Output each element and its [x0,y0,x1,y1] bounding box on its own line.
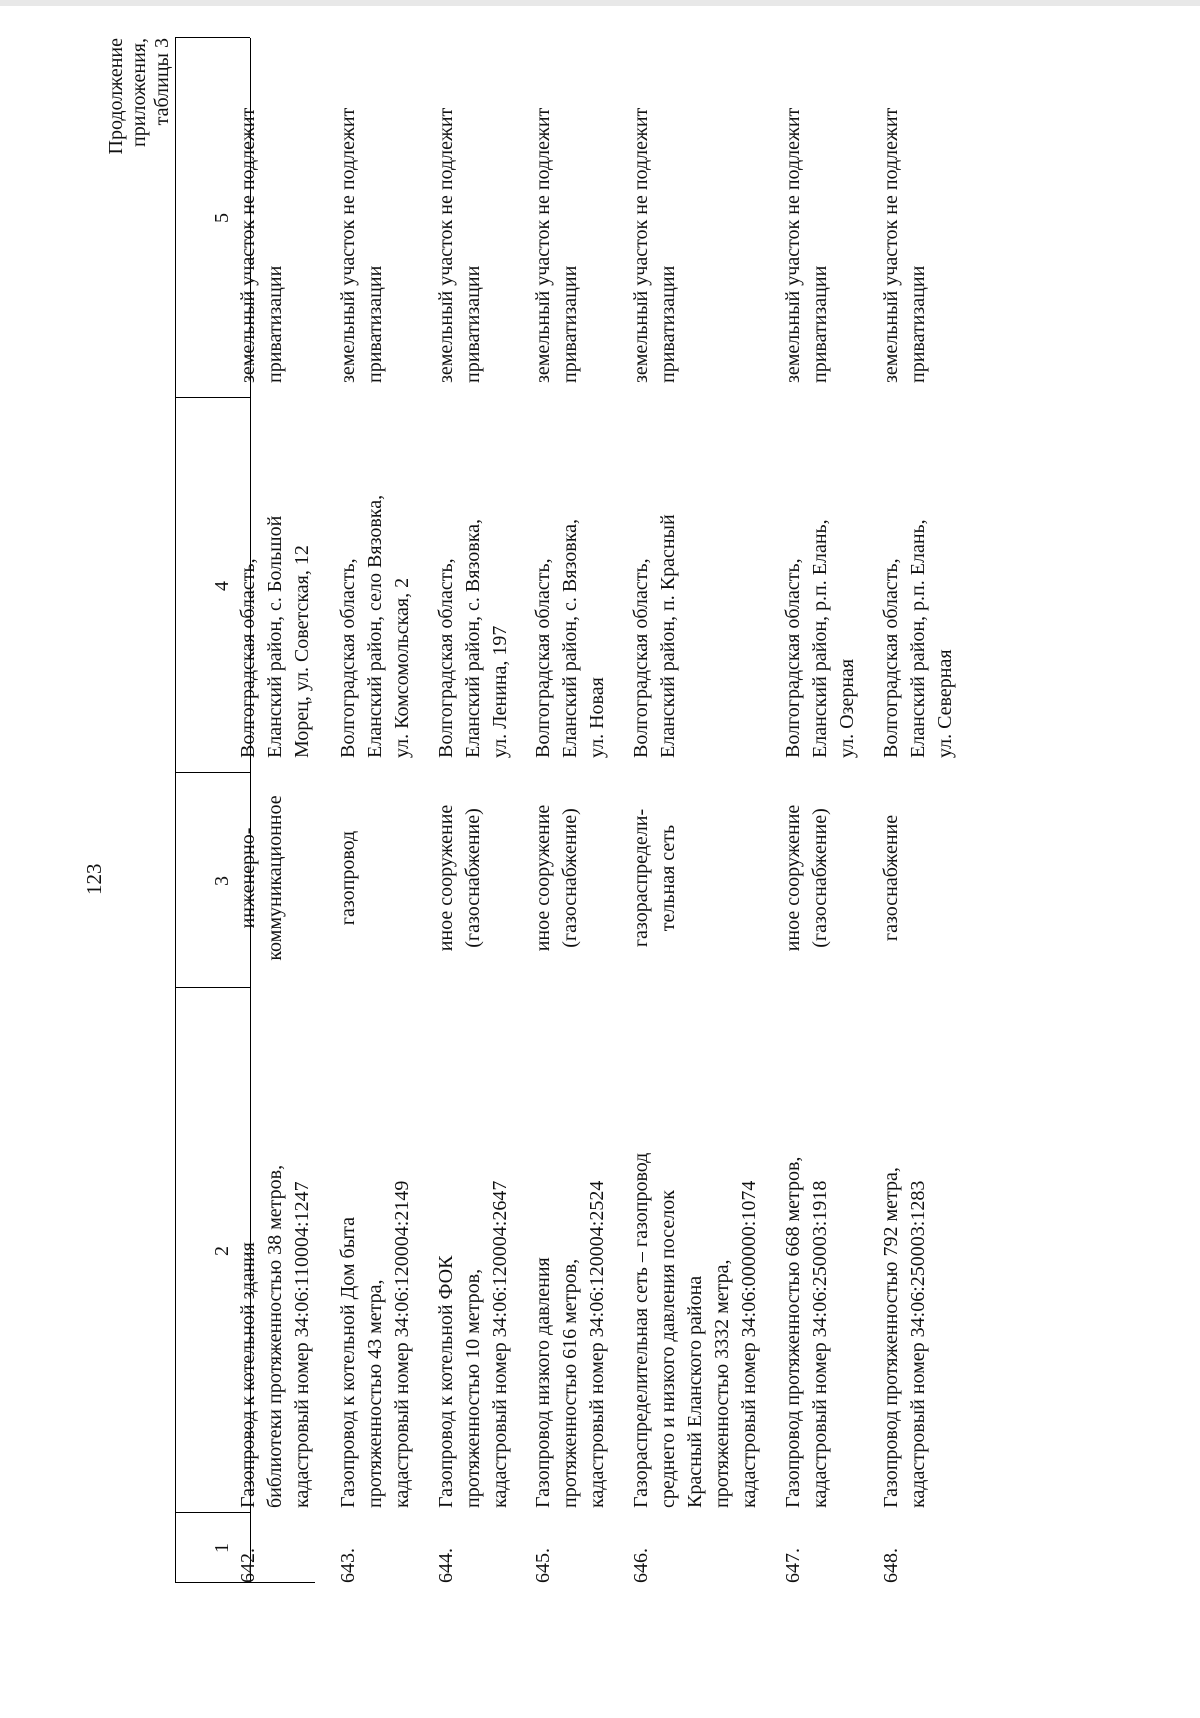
object-type [780,773,834,983]
object-name-line: протяженностью 3332 метра, [711,1259,733,1508]
object-name-line: кадастровый номер 34:06:250003:1918 [809,1180,831,1508]
object-note [433,43,487,383]
object-type-line: иное сооружение [782,804,804,952]
object-address-line: Волгоградская область, [782,558,804,758]
object-name-line: Газопровод к котельной здания [237,1242,259,1508]
object-name-line: Газопровод низкого давления [532,1257,554,1508]
object-note-line: земельный участок не подлежит [630,107,652,383]
object-address [530,413,611,758]
object-address-line: ул. Комсомольская, 2 [391,577,413,758]
object-type-line: газораспредели- [630,808,652,948]
object-address-line: Волгоградская область, [630,558,652,758]
object-note-line: земельный участок не подлежит [880,107,902,383]
object-note [628,43,682,383]
object-type [878,773,905,983]
object-address [780,413,861,758]
object-type-line: иное сооружение [532,804,554,952]
object-name-line: протяженностью 43 метра, [364,1279,386,1508]
object-note-line: приватизации [559,265,581,383]
column-separator [175,37,250,38]
object-name-line: кадастровый номер 34:06:120004:2647 [489,1180,511,1508]
header-col-5: 5 [211,213,233,223]
object-address-line: Еланский район, п. Красный [657,514,679,758]
header-col-1: 1 [211,1543,233,1553]
object-name-line: кадастровый номер 34:06:000000:1074 [738,1180,760,1508]
caption-line: Продолжение приложения, [105,38,150,155]
object-address [628,413,682,758]
object-address-line: Волгоградская область, [880,558,902,758]
table-caption [105,38,174,248]
object-name [433,998,514,1508]
object-type [433,773,487,983]
row-number: 648. [880,1548,902,1583]
object-type-line: иное сооружение [435,804,457,952]
object-note [335,43,389,383]
row-number: 643. [337,1548,359,1583]
object-name-line: Газопровод к котельной Дом быта [337,1216,359,1508]
row-number: 642. [237,1548,259,1583]
object-name-line: кадастровый номер 34:06:120004:2524 [586,1180,608,1508]
object-note-line: земельный участок не подлежит [237,107,259,383]
object-note [780,43,834,383]
caption-line: таблицы 3 [151,38,173,126]
object-address-line: ул. Северная [934,649,956,758]
header-col-2: 2 [211,1246,233,1256]
object-type-line: (газоснабжение) [559,808,581,948]
object-type-line: газопровод [337,830,359,926]
object-address-line: Еланский район, с. Большой [264,515,286,758]
row-number: 647. [782,1548,804,1583]
object-name-line: протяженностью 10 метров, [462,1268,484,1508]
object-type-line: (газоснабжение) [809,808,831,948]
object-address-line: Еланский район, с. Вязовка, [559,519,581,758]
object-type-line: (газоснабжение) [462,808,484,948]
object-address [878,413,959,758]
object-address-line: Волгоградская область, [337,558,359,758]
column-separator [175,987,250,988]
object-address-line: Волгоградская область, [435,558,457,758]
object-address-line: ул. Ленина, 197 [489,625,511,758]
object-name [235,998,316,1508]
object-type [628,773,682,983]
object-name [530,998,611,1508]
header-col-3: 3 [211,876,233,886]
object-address-line: Еланский район, р.п. Елань, [809,519,831,758]
object-name [628,998,763,1508]
object-name-line: Газопровод к котельной ФОК [435,1255,457,1508]
object-address-line: Еланский район, р.п. Елань, [907,519,929,758]
object-type-line: газоснабжение [880,814,902,942]
object-address-line: Еланский район, село Вязовка, [364,494,386,758]
object-note [235,43,289,383]
object-name-line: Красный Еланского района [684,1275,706,1508]
object-address-line: Волгоградская область, [532,558,554,758]
object-address [335,413,416,758]
object-note-line: земельный участок не подлежит [532,107,554,383]
object-address-line: ул. Озерная [836,658,858,758]
object-address [235,413,316,758]
object-type [530,773,584,983]
object-name-line: Газопровод протяженностью 668 метров, [782,1156,804,1508]
header-col-4: 4 [211,581,233,591]
object-note-line: земельный участок не подлежит [782,107,804,383]
object-note-line: земельный участок не подлежит [435,107,457,383]
object-note-line: приватизации [657,265,679,383]
object-note-line: приватизации [264,265,286,383]
object-type-line: инженерно- [237,827,259,929]
object-address-line: ул. Новая [586,677,608,758]
object-note-line: приватизации [462,265,484,383]
object-type-line: коммуникационное [264,795,286,961]
object-address-line: Волгоградская область, [237,558,259,758]
table-top-border [175,38,176,1583]
object-name-line: кадастровый номер 34:06:120004:2149 [391,1180,413,1508]
object-address-line: Морец, ул. Советская, 12 [291,545,313,758]
object-address [433,413,514,758]
object-name-line: кадастровый номер 34:06:250003:1283 [907,1180,929,1508]
page-number: 123 [82,863,106,895]
object-note-line: приватизации [907,265,929,383]
object-address-line: Еланский район, с. Вязовка, [462,519,484,758]
object-name [335,998,416,1508]
object-name-line: среднего и низкого давления поселок [657,1190,679,1508]
object-note [878,43,932,383]
object-name-line: Газораспределительная сеть – газопровод [630,1152,652,1508]
object-note-line: приватизации [809,265,831,383]
row-number: 645. [532,1548,554,1583]
object-type-line: тельная сеть [657,824,679,932]
row-number: 644. [435,1548,457,1583]
object-type [235,773,289,983]
column-separator [175,397,250,398]
object-note [530,43,584,383]
object-name-line: протяженностью 616 метров, [559,1258,581,1508]
object-name-line: библиотеки протяженностью 38 метров, [264,1164,286,1508]
object-type [335,773,362,983]
object-note-line: приватизации [364,265,386,383]
object-name [878,998,932,1508]
row-number: 646. [630,1548,652,1583]
object-name-line: Газопровод протяженностью 792 метра, [880,1167,902,1508]
object-name [780,998,834,1508]
object-note-line: земельный участок не подлежит [337,107,359,383]
object-name-line: кадастровый номер 34:06:110004:1247 [291,1181,313,1508]
